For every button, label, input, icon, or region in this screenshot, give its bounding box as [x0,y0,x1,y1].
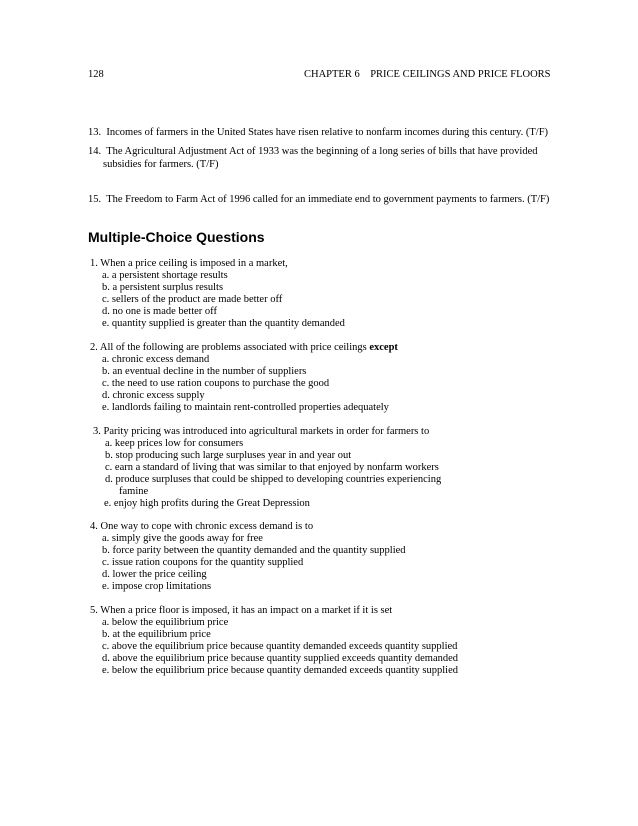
mc-option: d. produce surpluses that could be shipped to developing countries experiencing [105,474,442,485]
tf-text: The Freedom to Farm Act of 1996 called for an immediate end to government payments to farmers. (T/F) [106,194,550,205]
mc-option: a. a persistent shortage results [102,270,228,281]
tf-question-13 [88,127,548,139]
mc-option-continued: famine [119,486,149,497]
chapter-label: CHAPTER 6 [304,69,360,80]
tf-question-15 [88,194,549,206]
mc-option: d. above the equilibrium price because quantity supplied exceeds quantity demanded [102,653,459,664]
mc-question-5-stem: 5. When a price floor is imposed, it has an impact on a market if it is set [90,605,393,616]
mc-option: e. impose crop limitations [102,581,212,592]
tf-number: 14. [88,146,102,157]
mc-question-1-stem: 1. When a price ceiling is imposed in a market, [90,258,288,269]
mc-option: a. below the equilibrium price [102,617,229,628]
mc-option: e. below the equilibrium price because quantity demanded exceeds quantity supplied [102,665,459,676]
stem-emphasis: except [369,342,398,353]
section-title: Multiple-Choice Questions [88,229,265,245]
mc-question-2-stem [90,342,398,354]
mc-option: c. sellers of the product are made better off [102,294,283,305]
mc-option: d. chronic excess supply [102,390,205,401]
mc-option: c. issue ration coupons for the quantity supplied [102,557,304,568]
mc-option: b. an eventual decline in the number of suppliers [102,366,307,377]
mc-option: a. keep prices low for consumers [105,438,244,449]
mc-option: c. the need to use ration coupons to purchase the good [102,378,330,389]
mc-option: e. quantity supplied is greater than the quantity demanded [102,318,345,329]
mc-question-4-stem: 4. One way to cope with chronic excess demand is to [90,521,314,532]
mc-option: b. force parity between the quantity demanded and the quantity supplied [102,545,406,556]
mc-option: d. lower the price ceiling [102,569,207,580]
tf-question-14-continued: subsidies for farmers. (T/F) [103,159,219,170]
tf-text: The Agricultural Adjustment Act of 1933 was the beginning of a long series of bills that have provided [106,146,538,157]
mc-option: b. a persistent surplus results [102,282,224,293]
chapter-title: PRICE CEILINGS AND PRICE FLOORS [370,69,551,80]
mc-question-3-stem: 3. Parity pricing was introduced into agricultural markets in order for farmers to [93,426,430,437]
tf-number: 15. [88,194,102,205]
running-header [304,69,551,81]
mc-option: d. no one is made better off [102,306,217,317]
mc-option: e. enjoy high profits during the Great Depression [104,498,310,509]
stem-text: 2. All of the following are problems associated with price ceilings [90,342,367,353]
mc-option: e. landlords failing to maintain rent-controlled properties adequately [102,402,389,413]
mc-option: c. earn a standard of living that was similar to that enjoyed by nonfarm workers [105,462,439,473]
mc-option: b. at the equilibrium price [102,629,211,640]
tf-number: 13. [88,127,102,138]
mc-option: c. above the equilibrium price because quantity demanded exceeds quantity supplied [102,641,458,652]
mc-option: a. chronic excess demand [102,354,210,365]
mc-option: b. stop producing such large surpluses year in and year out [105,450,352,461]
tf-text: Incomes of farmers in the United States have risen relative to nonfarm incomes during this century. (T/F) [106,127,549,138]
mc-option: a. simply give the goods away for free [102,533,263,544]
tf-question-14 [88,146,537,158]
page-number: 128 [88,69,104,80]
